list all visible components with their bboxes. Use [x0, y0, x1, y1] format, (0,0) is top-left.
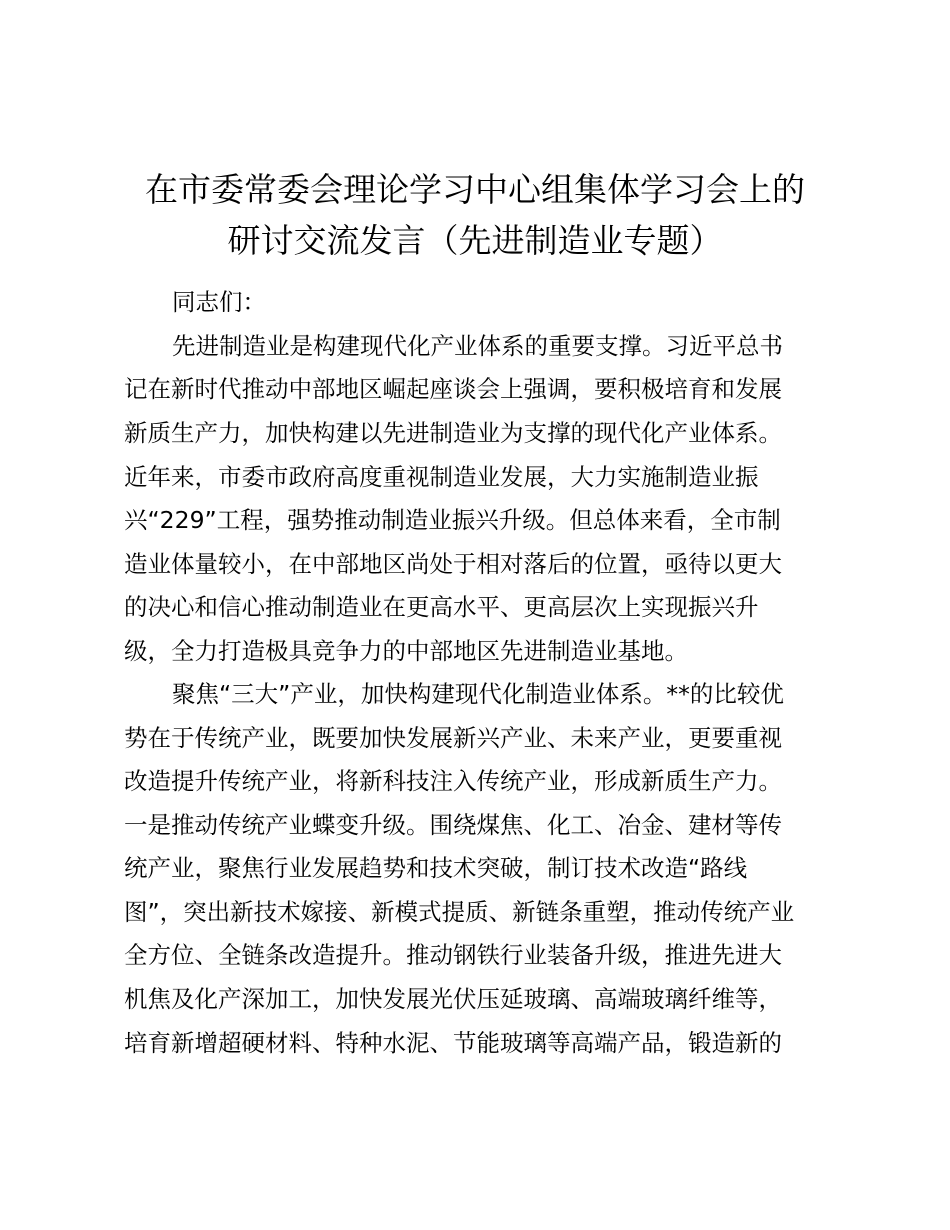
document-title-line-1: 在市委常委会理论学习中心组集体学习会上的 [145, 170, 805, 209]
body-line-2: 记在新时代推动中部地区崛起座谈会上强调，要积极培育和发展 [124, 375, 782, 403]
body-line-6: 造业体量较小，在中部地区尚处于相对落后的位置，亟待以更大 [124, 550, 782, 578]
salutation: 同志们： [172, 288, 266, 316]
body-line-10: 势在于传统产业，既要加快发展新兴产业、未来产业，更要重视 [124, 724, 782, 752]
body-line-14: 图”，突出新技术嫁接、新模式提质、新链条重塑，推动传统产业 [124, 898, 795, 926]
body-line-15: 全方位、全链条改造提升。推动钢铁行业装备升级，推进先进大 [124, 941, 782, 969]
body-line-11: 改造提升传统产业，将新科技注入传统产业，形成新质生产力。 [124, 767, 782, 795]
body-line-9: 聚焦“三大”产业，加快构建现代化制造业体系。**的比较优 [172, 680, 784, 708]
body-line-13: 统产业，聚焦行业发展趋势和技术突破，制订技术改造“路线 [124, 854, 748, 882]
body-line-3: 新质生产力，加快构建以先进制造业为支撑的现代化产业体系。 [124, 419, 782, 447]
body-line-1: 先进制造业是构建现代化产业体系的重要支撑。习近平总书 [172, 332, 783, 360]
body-line-8: 级，全力打造极具竞争力的中部地区先进制造业基地。 [124, 637, 688, 665]
document-title-line-2: 研讨交流发言（先进制造业专题） [227, 221, 723, 260]
body-line-7: 的决心和信心推动制造业在更高水平、更高层次上实现振兴升 [124, 593, 759, 621]
body-line-4: 近年来，市委市政府高度重视制造业发展，大力实施制造业振 [124, 463, 759, 491]
body-line-5: 兴“229”工程，强势推动制造业振兴升级。但总体来看，全市制 [124, 506, 781, 534]
body-line-16: 机焦及化产深加工，加快发展光伏压延玻璃、高端玻璃纤维等， [124, 985, 782, 1013]
body-line-12: 一是推动传统产业蝶变升级。围绕煤焦、化工、冶金、建材等传 [124, 811, 782, 839]
body-line-17: 培育新增超硬材料、特种水泥、节能玻璃等高端产品，锻造新的 [124, 1029, 782, 1057]
